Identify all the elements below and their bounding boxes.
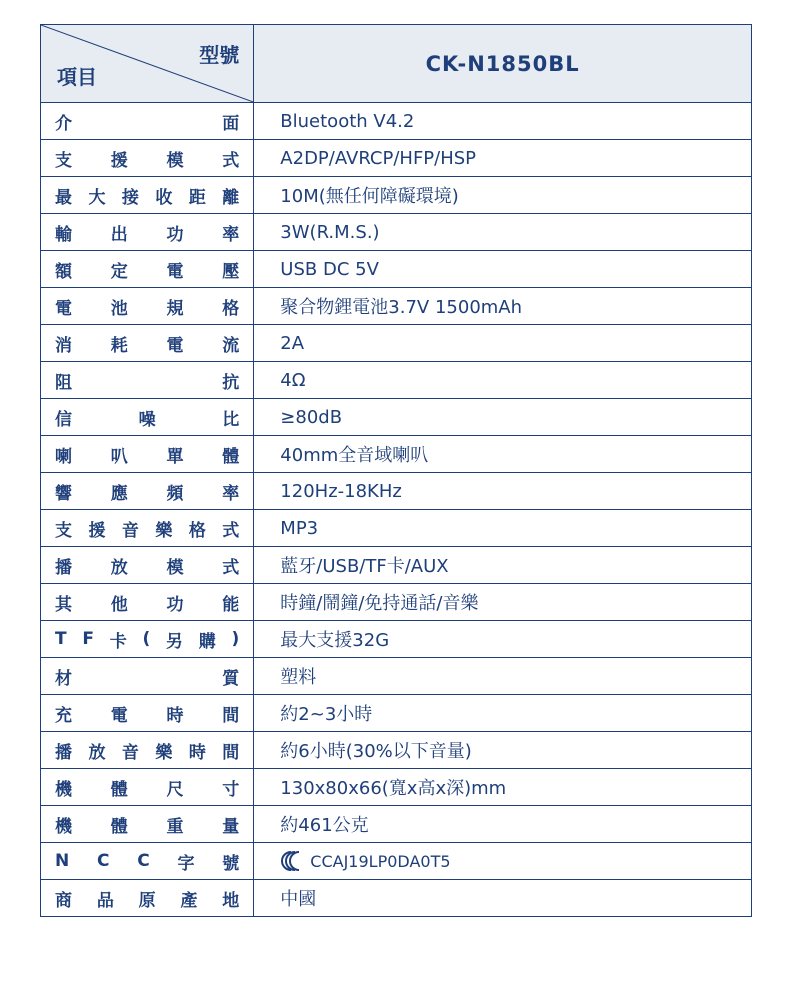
spec-value: CCAJ19LP0DA0T5 bbox=[310, 851, 451, 871]
spec-label: 響 應 頻 率 bbox=[55, 483, 240, 504]
spec-label: 喇 叭 單 體 bbox=[55, 446, 240, 467]
spec-label-cell bbox=[41, 140, 254, 177]
spec-label: 支 援 模 式 bbox=[55, 150, 240, 171]
spec-label: 阻 抗 bbox=[55, 372, 240, 393]
spec-label: T F 卡 ( 另 購 ) bbox=[55, 629, 240, 652]
spec-value: 藍牙/USB/TF卡/AUX bbox=[280, 556, 449, 577]
spec-row bbox=[41, 732, 752, 769]
spec-label-cell bbox=[41, 584, 254, 621]
spec-value: Bluetooth V4.2 bbox=[280, 110, 415, 132]
spec-label: 充 電 時 間 bbox=[55, 705, 240, 726]
spec-value: A2DP/AVRCP/HFP/HSP bbox=[280, 147, 477, 169]
spec-value: 130x80x66(寬x高x深)mm bbox=[280, 778, 507, 799]
spec-value: 4Ω bbox=[280, 369, 306, 391]
spec-value: 約2~3小時 bbox=[280, 704, 373, 725]
spec-label: 電 池 規 格 bbox=[55, 298, 240, 319]
spec-value: 最大支援32G bbox=[280, 630, 390, 651]
spec-label: N C C 字 號 bbox=[55, 851, 240, 874]
spec-value-cell bbox=[254, 547, 752, 584]
spec-label-cell bbox=[41, 880, 254, 917]
spec-value-cell bbox=[254, 177, 752, 214]
spec-row bbox=[41, 288, 752, 325]
model-name: CK-N1850BL bbox=[254, 25, 752, 103]
spec-value: 約6小時(30%以下音量) bbox=[280, 741, 472, 762]
spec-value-cell bbox=[254, 510, 752, 547]
spec-label-cell bbox=[41, 251, 254, 288]
spec-value: 3W(R.M.S.) bbox=[280, 221, 380, 243]
spec-value-cell bbox=[254, 732, 752, 769]
spec-label-cell bbox=[41, 547, 254, 584]
header-model-label: 型號 bbox=[199, 43, 240, 67]
spec-value: 2A bbox=[280, 332, 305, 354]
spec-value: 時鐘/鬧鐘/免持通話/音樂 bbox=[280, 593, 479, 614]
spec-label-cell bbox=[41, 769, 254, 806]
spec-value-cell bbox=[254, 325, 752, 362]
spec-row bbox=[41, 140, 752, 177]
spec-value: USB DC 5V bbox=[280, 258, 379, 280]
spec-row bbox=[41, 214, 752, 251]
spec-row bbox=[41, 399, 752, 436]
spec-row bbox=[41, 584, 752, 621]
spec-label: 額 定 電 壓 bbox=[55, 261, 240, 282]
spec-label-cell bbox=[41, 214, 254, 251]
spec-value-cell bbox=[254, 214, 752, 251]
spec-value: MP3 bbox=[280, 517, 319, 539]
spec-label: 信 噪 比 bbox=[55, 409, 240, 430]
spec-label: 材 質 bbox=[55, 668, 240, 689]
spec-label: 播 放 模 式 bbox=[55, 557, 240, 578]
spec-value: 塑料 bbox=[280, 667, 317, 688]
spec-value-cell bbox=[254, 584, 752, 621]
spec-label: 最 大 接 收 距 離 bbox=[55, 187, 240, 208]
spec-value-cell bbox=[254, 843, 752, 880]
spec-label-cell bbox=[41, 103, 254, 140]
spec-value-cell bbox=[254, 103, 752, 140]
spec-table bbox=[40, 24, 752, 917]
spec-value-cell bbox=[254, 769, 752, 806]
spec-label-cell bbox=[41, 399, 254, 436]
spec-label-cell bbox=[41, 658, 254, 695]
spec-value: 40mm全音域喇叭 bbox=[280, 445, 429, 466]
spec-label-cell bbox=[41, 473, 254, 510]
spec-row bbox=[41, 658, 752, 695]
spec-row bbox=[41, 695, 752, 732]
spec-value: 聚合物鋰電池3.7V 1500mAh bbox=[280, 297, 523, 318]
spec-value-cell bbox=[254, 695, 752, 732]
spec-row bbox=[41, 843, 752, 880]
spec-label-cell bbox=[41, 436, 254, 473]
spec-row bbox=[41, 251, 752, 288]
spec-label-cell bbox=[41, 695, 254, 732]
spec-label-cell bbox=[41, 325, 254, 362]
spec-label: 輸 出 功 率 bbox=[55, 224, 240, 245]
spec-value-cell bbox=[254, 880, 752, 917]
spec-label: 消 耗 電 流 bbox=[55, 335, 240, 356]
spec-row bbox=[41, 880, 752, 917]
spec-label: 商 品 原 產 地 bbox=[55, 890, 240, 911]
spec-value: 120Hz-18KHz bbox=[280, 480, 402, 502]
spec-row bbox=[41, 473, 752, 510]
spec-value: 中國 bbox=[280, 889, 317, 910]
spec-label-cell bbox=[41, 288, 254, 325]
spec-row bbox=[41, 362, 752, 399]
spec-label: 介 面 bbox=[55, 113, 240, 134]
spec-label: 機 體 尺 寸 bbox=[55, 779, 240, 800]
spec-row bbox=[41, 769, 752, 806]
spec-label: 其 他 功 能 bbox=[55, 594, 240, 615]
spec-value-cell bbox=[254, 658, 752, 695]
spec-value-cell bbox=[254, 399, 752, 436]
spec-label-cell bbox=[41, 177, 254, 214]
spec-value-cell bbox=[254, 621, 752, 658]
header-item-label: 項目 bbox=[57, 65, 97, 89]
spec-row bbox=[41, 621, 752, 658]
spec-row bbox=[41, 436, 752, 473]
spec-label: 支 援 音 樂 格 式 bbox=[55, 520, 240, 541]
spec-label-cell bbox=[41, 843, 254, 880]
spec-label: 播 放 音 樂 時 間 bbox=[55, 742, 240, 763]
spec-row bbox=[41, 103, 752, 140]
spec-row bbox=[41, 177, 752, 214]
header-row bbox=[41, 25, 752, 103]
spec-row bbox=[41, 510, 752, 547]
spec-value-cell bbox=[254, 140, 752, 177]
spec-value: ≥80dB bbox=[280, 406, 343, 428]
spec-value-cell bbox=[254, 436, 752, 473]
spec-value: 約461公克 bbox=[280, 815, 369, 836]
spec-value-cell bbox=[254, 288, 752, 325]
spec-value-cell bbox=[254, 362, 752, 399]
spec-label-cell bbox=[41, 621, 254, 658]
spec-value: 10M(無任何障礙環境) bbox=[280, 186, 459, 207]
spec-row bbox=[41, 325, 752, 362]
ncc-logo-icon bbox=[280, 850, 306, 872]
spec-value-cell bbox=[254, 473, 752, 510]
spec-value-cell bbox=[254, 806, 752, 843]
spec-label-cell bbox=[41, 732, 254, 769]
spec-value-cell bbox=[254, 251, 752, 288]
spec-row bbox=[41, 806, 752, 843]
spec-row bbox=[41, 547, 752, 584]
spec-label-cell bbox=[41, 362, 254, 399]
spec-label-cell bbox=[41, 806, 254, 843]
header-corner-cell bbox=[41, 25, 254, 103]
spec-label-cell bbox=[41, 510, 254, 547]
spec-label: 機 體 重 量 bbox=[55, 816, 240, 837]
